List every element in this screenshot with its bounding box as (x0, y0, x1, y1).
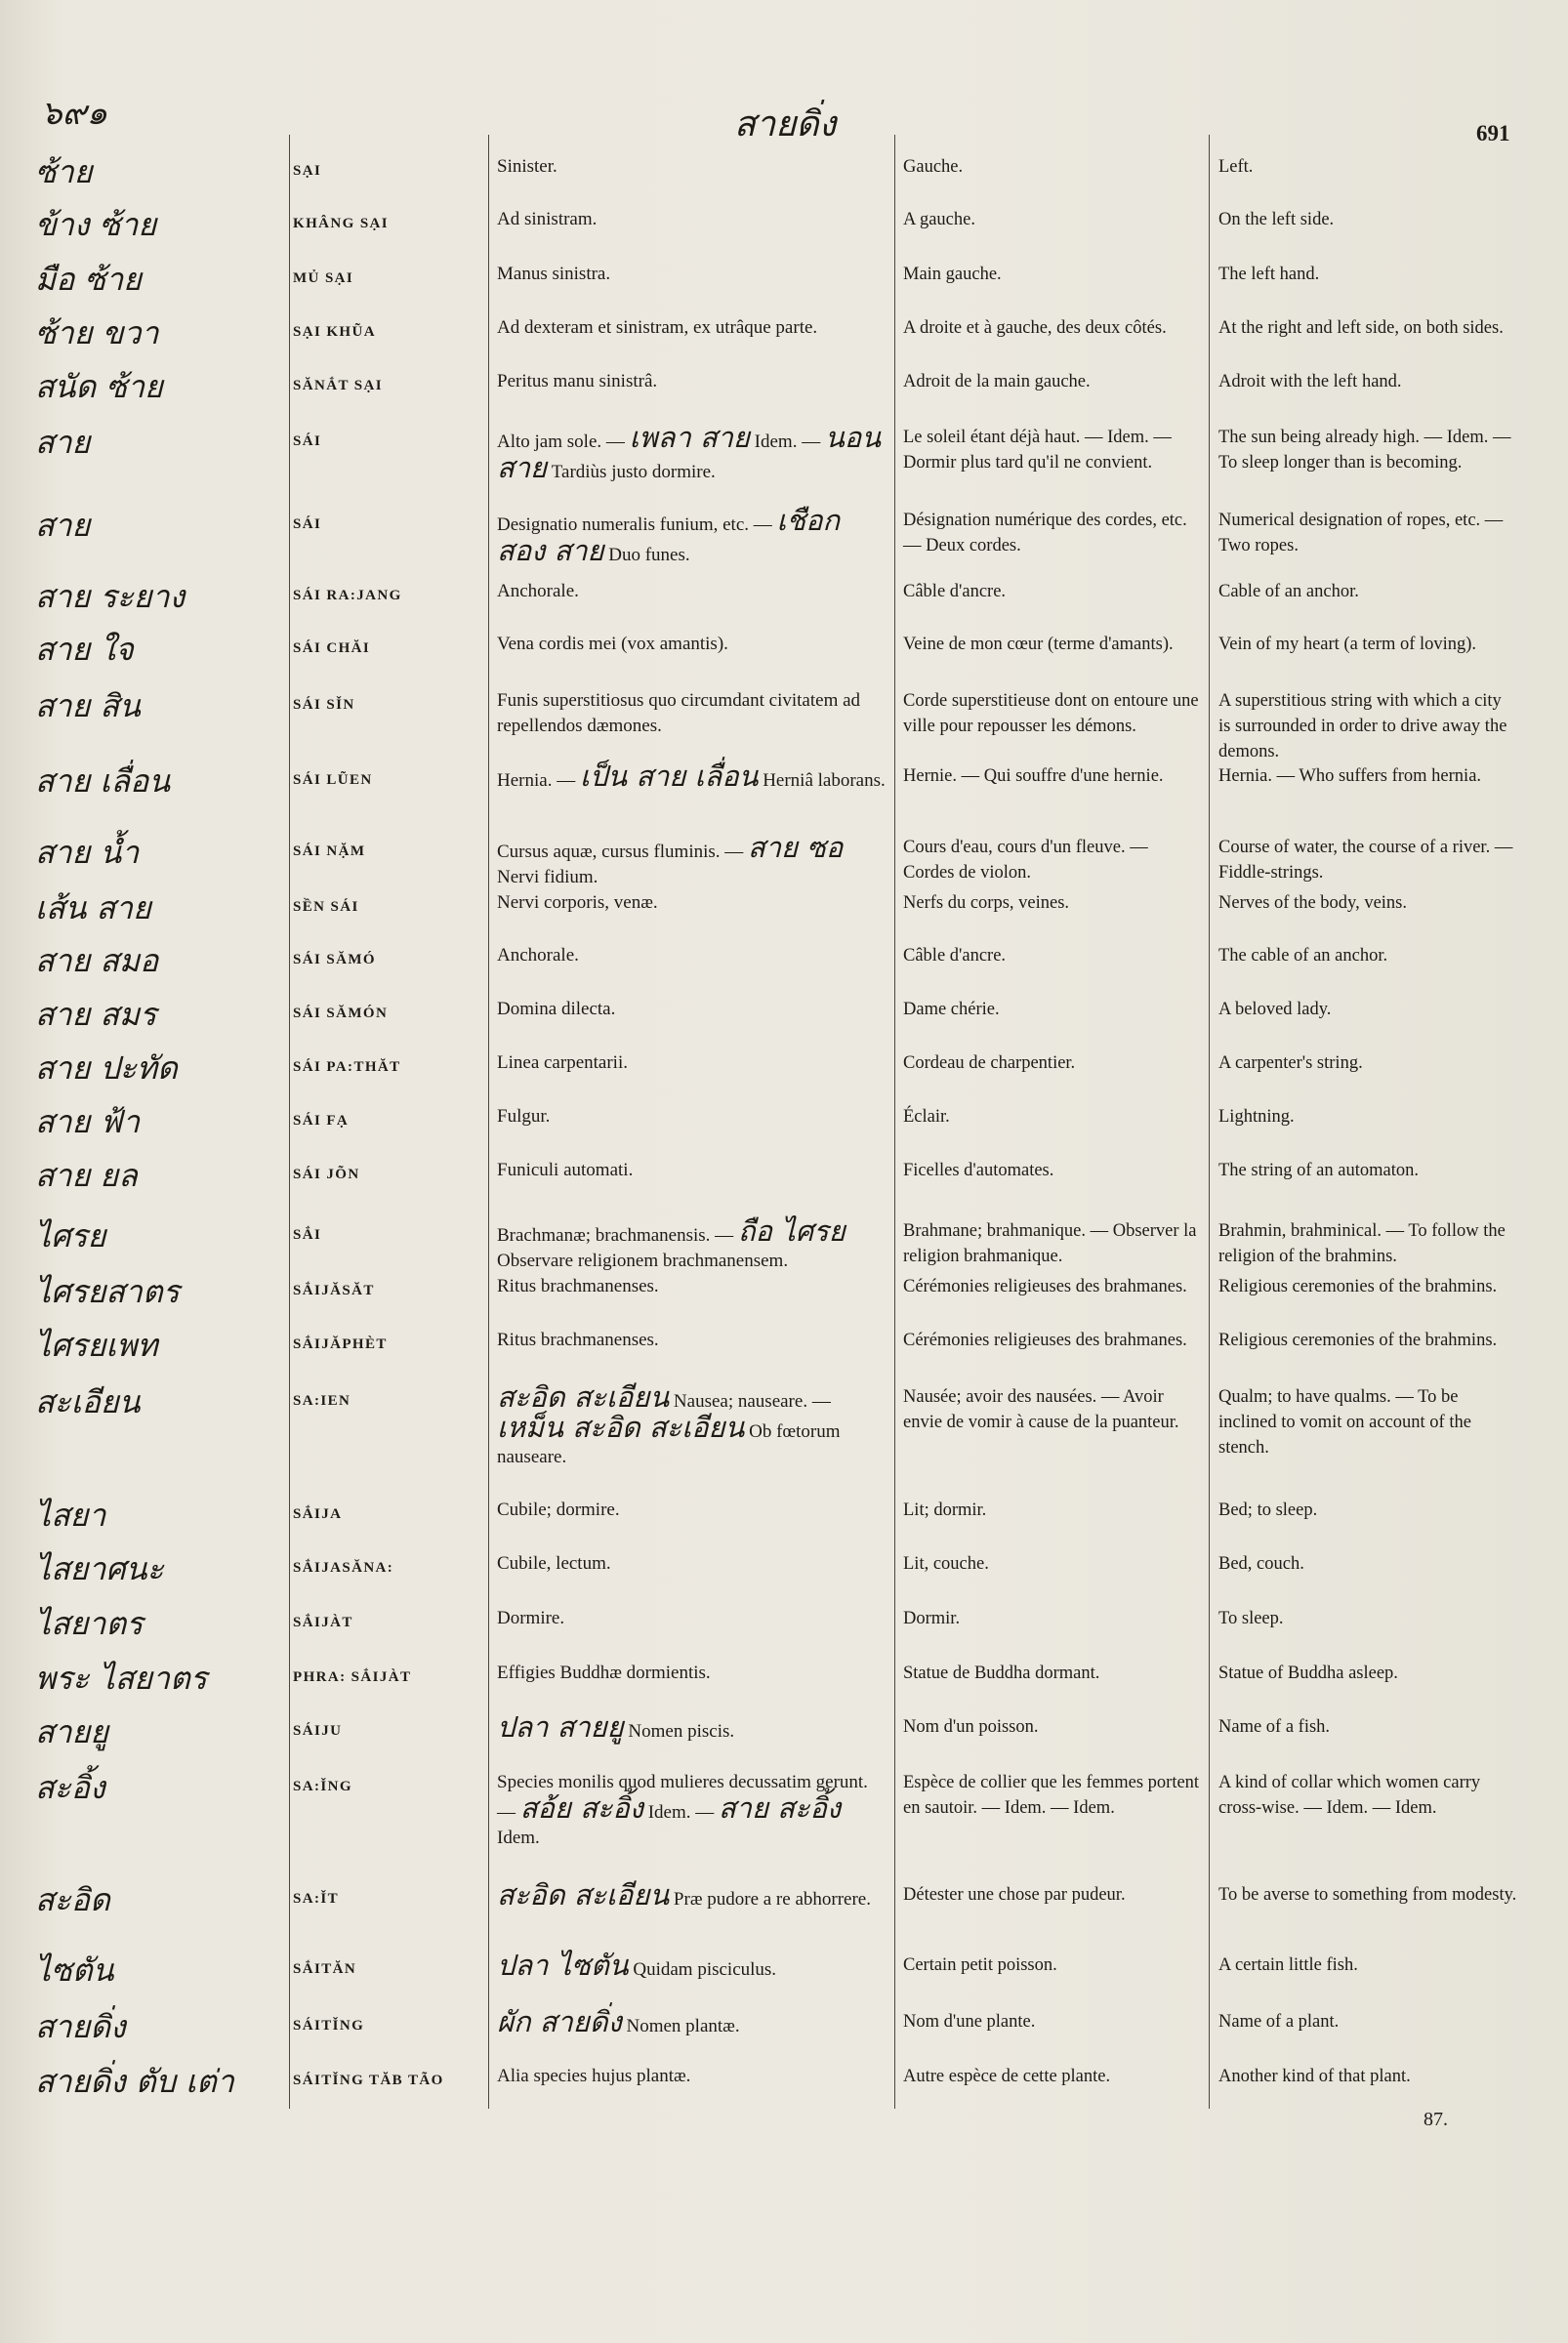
latin-definition: Ritus brachmanenses. (497, 1276, 659, 1296)
thai-headword: ไสยาศนะ (35, 1550, 164, 1587)
transliteration: PHRA: SẮIJÀT (293, 1669, 412, 1685)
french-definition: Main gauche. (903, 265, 1002, 284)
thai-example: นอน สาย (497, 421, 882, 484)
english-definition: Bed, couch. (1218, 1554, 1304, 1574)
french-definition: Autre espèce de cette plante. (903, 2067, 1111, 2086)
thai-headword: ซ้าย (35, 153, 93, 190)
latin-definition: Funiculi automati. (497, 1160, 634, 1180)
latin-text: Alto jam sole. — (497, 432, 630, 452)
french-definition: Nom d'un poisson. (903, 1717, 1039, 1737)
latin-definition: Effigies Buddhæ dormientis. (497, 1663, 711, 1683)
thai-headword: สาย ปะทัด (35, 1049, 178, 1087)
thai-headword: ไศรย (35, 1217, 106, 1254)
latin-definition: Cubile; dormire. (497, 1500, 620, 1520)
french-definition: Ficelles d'automates. (903, 1161, 1054, 1180)
thai-headword: สะอิด (35, 1881, 110, 1918)
thai-headword: ไศรยเพท (35, 1327, 158, 1364)
french-definition: Brahmane; brahmanique. — Observer la religion brahmanique. (903, 1221, 1197, 1266)
latin-definition: Domina dilecta. (497, 999, 616, 1019)
latin-definition: Peritus manu sinistrâ. (497, 371, 658, 391)
french-definition: Gauche. (903, 157, 964, 177)
french-definition: Statue de Buddha dormant. (903, 1664, 1100, 1683)
french-definition: Nerfs du corps, veines. (903, 893, 1070, 913)
english-definition: Hernia. — Who suffers from hernia. (1218, 766, 1482, 786)
running-head: สายดิ่ง (734, 104, 837, 144)
french-definition: Certain petit poisson. (903, 1955, 1057, 1975)
latin-definition (497, 831, 887, 890)
signature-mark: 87. (1424, 2109, 1448, 2130)
latin-definition (497, 504, 887, 568)
latin-definition: Anchorale. (497, 581, 579, 601)
transliteration: SA:IEN (293, 1393, 351, 1409)
thai-headword: สายยู (35, 1713, 108, 1750)
thai-headword: พระ ไสยาตร (35, 1660, 207, 1697)
french-definition: Éclair. (903, 1107, 950, 1127)
english-definition: A carpenter's string. (1218, 1053, 1363, 1073)
english-definition: To be averse to something from modesty. (1218, 1885, 1517, 1905)
transliteration: SẮIJA (293, 1506, 343, 1522)
latin-definition: Funis superstitiosus quo circumdant civitatem ad repellendos dæmones. (497, 690, 861, 736)
thai-headword: ไซตัน (35, 1952, 114, 1989)
thai-headword: สาย ใจ (35, 631, 134, 668)
english-definition: The cable of an anchor. (1218, 946, 1388, 966)
transliteration: SÁI CHĂI (293, 640, 371, 656)
thai-headword: สะอิ้ง (35, 1769, 105, 1806)
latin-definition: Manus sinistra. (497, 264, 611, 284)
latin-definition: Ad dexteram et sinistram, ex utrâque parte. (497, 317, 818, 338)
latin-definition (497, 1878, 887, 1912)
thai-headword: ข้าง ซ้าย (35, 206, 157, 243)
english-definition: Name of a plant. (1218, 2012, 1340, 2032)
transliteration: SA:ǏT (293, 1891, 340, 1907)
english-definition: The left hand. (1218, 265, 1320, 284)
french-definition: Cordeau de charpentier. (903, 1053, 1076, 1073)
transliteration: SẮI (293, 1227, 322, 1243)
english-definition: A certain little fish. (1218, 1955, 1358, 1975)
thai-example: ปลา สายยู (497, 1710, 624, 1744)
english-definition: Cable of an anchor. (1218, 582, 1359, 601)
french-definition: Cérémonies religieuses des brahmanes. (903, 1277, 1187, 1296)
english-definition: Bed; to sleep. (1218, 1500, 1318, 1520)
latin-text: Nervi fidium. (497, 867, 598, 887)
latin-text: Herniâ laborans. (758, 770, 886, 791)
thai-example: สะอิด สะเอียน (497, 1380, 670, 1414)
english-definition: Nerves of the body, veins. (1218, 893, 1408, 913)
french-definition: Câble d'ancre. (903, 946, 1007, 966)
transliteration: SĂNẮT SẠI (293, 378, 383, 393)
latin-definition: Dormire. (497, 1608, 565, 1628)
transliteration: SÁITǏNG (293, 2018, 365, 2034)
transliteration: SA:ǏNG (293, 1779, 352, 1794)
thai-headword: สาย สมร (35, 996, 157, 1033)
latin-definition: Cubile, lectum. (497, 1553, 611, 1574)
latin-definition (497, 1710, 887, 1745)
english-definition: Religious ceremonies of the brahmins. (1218, 1277, 1498, 1296)
thai-headword: มือ ซ้าย (35, 261, 142, 298)
thai-headword: สาย (35, 507, 91, 544)
english-definition: Brahmin, brahminical. — To follow the religion of the brahmins. (1218, 1221, 1506, 1266)
thai-headword: ไศรยสาตร (35, 1273, 180, 1310)
latin-definition: Nervi corporis, venæ. (497, 892, 658, 913)
french-definition: Nom d'une plante. (903, 2012, 1036, 2032)
french-definition: Nausée; avoir des nausées. — Avoir envie de vomir à cause de la puanteur. (903, 1387, 1179, 1432)
english-definition: At the right and left side, on both sides. (1218, 318, 1504, 338)
english-definition: Left. (1218, 157, 1254, 177)
french-definition: Le soleil étant déjà haut. — Idem. — Dormir plus tard qu'il ne convient. (903, 428, 1172, 473)
latin-definition (497, 1380, 887, 1470)
thai-example: เป็น สาย เลื่อน (579, 760, 759, 793)
thai-example: เพลา สาย (629, 421, 750, 454)
latin-text: Idem. — (749, 432, 825, 452)
transliteration: SÁI SĂMÓN (293, 1006, 389, 1021)
transliteration: SÁI FẠ (293, 1113, 350, 1129)
thai-headword: สายดิ่ง (35, 2008, 126, 2045)
english-definition: A superstitious string with which a city is surrounded in order to drive away the demons. (1218, 691, 1507, 761)
transliteration: SÁITǏNG TĂB TÃO (293, 2073, 444, 2088)
french-definition: Corde superstitieuse dont on entoure une ville pour repousser les démons. (903, 691, 1199, 736)
latin-text: Duo funes. (603, 545, 690, 565)
latin-text: Idem. — (642, 1802, 719, 1823)
french-definition: Cérémonies religieuses des brahmanes. (903, 1331, 1187, 1350)
latin-text: Brachmanæ; brachmanensis. — (497, 1225, 738, 1246)
latin-text: Tardiùs justo dormire. (546, 462, 716, 482)
transliteration: SÁI (293, 516, 322, 532)
latin-definition: Anchorale. (497, 945, 579, 966)
thai-headword: เส้น สาย (35, 889, 151, 926)
english-definition: Qualm; to have qualms. — To be inclined to vomit on account of the stench. (1218, 1387, 1471, 1458)
english-definition: Numerical designation of ropes, etc. — Two ropes. (1218, 511, 1504, 555)
column-rule (894, 135, 895, 2109)
latin-text: Quidam pisciculus. (628, 1959, 777, 1980)
latin-definition (497, 1214, 887, 1274)
transliteration: SỀN SÁI (293, 899, 359, 915)
latin-text: Ob fœtorum nauseare. (497, 1421, 841, 1467)
transliteration: SẮIJĂSĂT (293, 1283, 375, 1298)
transliteration: MỦ SẠI (293, 270, 354, 286)
french-definition: Hernie. — Qui souffre d'une hernie. (903, 766, 1164, 786)
thai-example: สะอิด สะเอียน (497, 1878, 670, 1911)
transliteration: SẠI (293, 163, 322, 179)
latin-text: Idem. (497, 1828, 540, 1848)
latin-text: Præ pudore a re abhorrere. (669, 1889, 871, 1910)
english-definition: On the left side. (1218, 210, 1335, 229)
latin-definition: Linea carpentarii. (497, 1052, 628, 1073)
latin-definition: Ritus brachmanenses. (497, 1330, 659, 1350)
latin-text: Hernia. — (497, 770, 580, 791)
french-definition: Cours d'eau, cours d'un fleuve. — Cordes de violon. (903, 838, 1148, 883)
thai-headword: สาย น้ำ (35, 834, 140, 871)
thai-headword: สนัด ซ้าย (35, 368, 163, 405)
english-definition: Statue of Buddha asleep. (1218, 1664, 1398, 1683)
english-definition: Name of a fish. (1218, 1717, 1331, 1737)
english-definition: A beloved lady. (1218, 1000, 1332, 1019)
french-definition: Adroit de la main gauche. (903, 372, 1091, 391)
french-definition: Lit; dormir. (903, 1500, 987, 1520)
transliteration: SÁI RA:JANG (293, 588, 402, 603)
thai-headword: ไสยาตร (35, 1605, 144, 1642)
french-definition: Espèce de collier que les femmes portent en sautoir. — Idem. — Idem. (903, 1773, 1200, 1818)
thai-example: สาย ซอ (748, 831, 844, 864)
transliteration: SÁI (293, 433, 322, 449)
transliteration: SÁI SĂMÓ (293, 952, 376, 967)
transliteration: SÁI JÕN (293, 1167, 360, 1182)
transliteration: SÁI SǏN (293, 697, 355, 713)
french-definition: Câble d'ancre. (903, 582, 1007, 601)
transliteration: SẮIJASĂNA: (293, 1560, 394, 1576)
thai-headword: สาย สมอ (35, 942, 159, 979)
english-definition: A kind of collar which women carry cross-wise. — Idem. — Idem. (1218, 1773, 1481, 1818)
french-definition: A droite et à gauche, des deux côtés. (903, 318, 1167, 338)
latin-text: Nomen piscis. (623, 1721, 735, 1742)
transliteration: KHÂNG SẠI (293, 216, 390, 231)
thai-headword: ไสยา (35, 1497, 106, 1534)
latin-definition (497, 421, 887, 485)
latin-definition: Sinister. (497, 156, 557, 177)
latin-definition (497, 2005, 887, 2039)
transliteration: SẮIJÀT (293, 1615, 353, 1630)
latin-text: Nausea; nauseare. — (669, 1391, 831, 1412)
transliteration: SẠI KHŨA (293, 324, 376, 340)
thai-headword: สาย ยล (35, 1157, 138, 1194)
thai-headword: สาย ฟ้า (35, 1103, 141, 1140)
latin-definition: Fulgur. (497, 1106, 551, 1127)
english-definition: Course of water, the course of a river. — Fiddle-strings. (1218, 838, 1513, 883)
latin-text: Observare religionem brachmanensem. (497, 1251, 789, 1271)
english-definition: Lightning. (1218, 1107, 1295, 1127)
latin-definition: Ad sinistram. (497, 209, 598, 229)
french-definition: Détester une chose par pudeur. (903, 1885, 1126, 1905)
latin-text: Species monilis quod mulieres decussatim gerunt. — (497, 1772, 868, 1823)
latin-definition: Alia species hujus plantæ. (497, 2066, 691, 2086)
latin-definition: Vena cordis mei (vox amantis). (497, 634, 728, 654)
transliteration: SÁIJU (293, 1723, 343, 1739)
thai-page-number: ๖๙๑ (41, 94, 108, 133)
thai-headword: สาย เลื่อน (35, 762, 171, 800)
column-rule (488, 135, 489, 2109)
thai-example: ถือ ไศรย (737, 1214, 846, 1248)
page-number: 691 (1476, 121, 1510, 145)
french-definition: A gauche. (903, 210, 975, 229)
latin-definition (497, 760, 887, 794)
transliteration: SÁI NẶM (293, 843, 366, 859)
thai-headword: สะเอียน (35, 1383, 141, 1420)
english-definition: To sleep. (1218, 1609, 1284, 1628)
french-definition: Désignation numérique des cordes, etc. — Deux cordes. (903, 511, 1187, 555)
english-definition: Adroit with the left hand. (1218, 372, 1402, 391)
latin-definition (497, 1770, 887, 1851)
french-definition: Lit, couche. (903, 1554, 989, 1574)
transliteration: SÁI PA:THĂT (293, 1059, 401, 1075)
english-definition: The string of an automaton. (1218, 1161, 1419, 1180)
thai-example: ผัก สายดิ่ง (497, 2005, 622, 2038)
transliteration: SÁI LŨEN (293, 772, 373, 788)
thai-headword: สาย (35, 424, 91, 461)
english-definition: Another kind of that plant. (1218, 2067, 1411, 2086)
column-rule (289, 135, 290, 2109)
thai-headword: สาย ระยาง (35, 578, 186, 615)
french-definition: Veine de mon cœur (terme d'amants). (903, 635, 1174, 654)
french-definition: Dormir. (903, 1609, 961, 1628)
thai-headword: สายดิ่ง ตับ เต่า (35, 2063, 234, 2100)
thai-example: สาย สะอิ้ง (718, 1791, 842, 1825)
thai-example: เชือก สอง สาย (497, 504, 841, 567)
english-definition: Vein of my heart (a term of loving). (1218, 635, 1477, 654)
thai-example: ปลา ไซตัน (497, 1949, 629, 1982)
latin-text: Designatio numeralis funium, etc. — (497, 514, 777, 535)
thai-headword: สาย สิน (35, 687, 141, 724)
transliteration: SẮIJĂPHÈT (293, 1336, 388, 1352)
transliteration: SẮITĂN (293, 1961, 357, 1977)
column-rule (1209, 135, 1210, 2109)
english-definition: The sun being already high. — Idem. — To sleep longer than is becoming. (1218, 428, 1511, 473)
english-definition: Religious ceremonies of the brahmins. (1218, 1331, 1498, 1350)
french-definition: Dame chérie. (903, 1000, 1000, 1019)
thai-headword: ซ้าย ขวา (35, 314, 159, 351)
thai-example: เหม็น สะอิด สะเอียน (497, 1411, 745, 1444)
latin-text: Nomen plantæ. (621, 2016, 740, 2036)
latin-definition (497, 1949, 887, 1983)
latin-text: Cursus aquæ, cursus fluminis. — (497, 842, 749, 862)
thai-example: สอ้ย สะอิ้ง (519, 1791, 643, 1825)
